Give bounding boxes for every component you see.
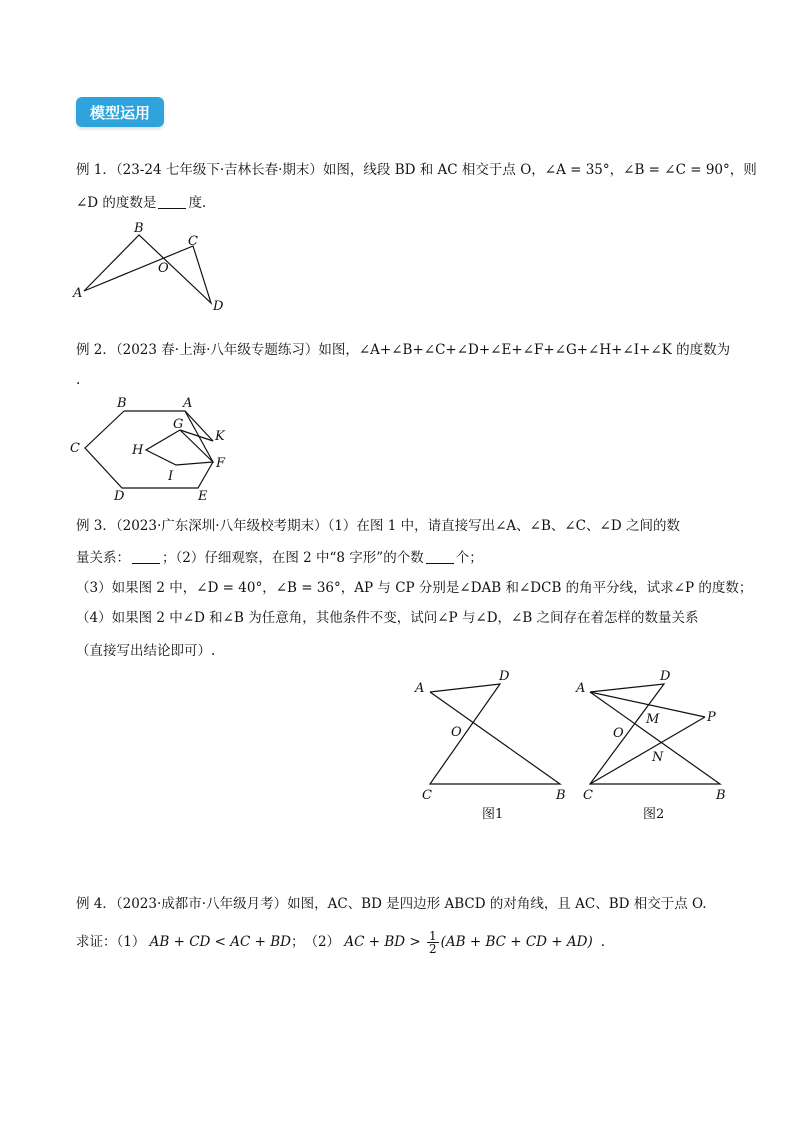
fig1-label-o: O: [451, 725, 462, 740]
ex2-label-a: A: [183, 396, 193, 411]
ex4-fraction: [427, 930, 439, 955]
fig1-label-a: A: [415, 681, 425, 696]
ex3-line2-mid: ；（2）仔细观察，在图 2 中“8 字形”的个数: [162, 550, 424, 566]
ex2-label-g: G: [173, 417, 184, 432]
fig2-label-o: O: [613, 726, 624, 741]
ex4-frac-den: 2: [428, 942, 437, 956]
fig1-label-d: D: [499, 669, 510, 684]
ex3-line2-pre: 量关系：: [76, 550, 130, 566]
ex3-line2-post: 个；: [455, 550, 483, 566]
ex2-label-i: I: [168, 469, 174, 484]
fig1-label-c: C: [422, 788, 432, 803]
ex4-part2-pre: AC + BD >: [344, 934, 421, 950]
ex1-label-a: A: [73, 286, 83, 301]
fig2-label-p: P: [707, 710, 716, 725]
ex1-line1: 例 1．（23-24 七年级下·吉林长春·期末）如图，线段 BD 和 AC 相交于点 O，∠A = 35°，∠B = ∠C = 90°，则: [76, 162, 757, 178]
ex2-label-f: F: [216, 456, 226, 471]
section-tag: 模型运用: [76, 97, 164, 127]
ex1-label-o: O: [158, 261, 169, 276]
ex1-label-c: C: [188, 234, 198, 249]
ex3-line4: （4）如果图 2 中∠D 和∠B 为任意角，其他条件不变，试问∠P 与∠D，∠B 之间存在着怎样的数量关系: [76, 610, 699, 626]
ex3-line3: （3）如果图 2 中，∠D = 40°，∠B = 36°，AP 与 CP 分别是∠DAB 和∠DCB 的角平分线，试求∠P 的度数；: [76, 580, 753, 596]
fig2-label-a: A: [576, 681, 586, 696]
fig2-label-c: C: [583, 788, 593, 803]
ex2-label-b: B: [117, 396, 127, 411]
ex3-line1: 例 3．（2023·广东深圳·八年级校考期末）（1）在图 1 中，请直接写出∠A、∠B、∠C、∠D 之间的数: [76, 518, 680, 534]
ex4-proof-label: 求证：（1）: [76, 934, 146, 950]
fig2-line-cp: [590, 717, 705, 784]
ex4-sep: ； （2）: [290, 934, 341, 950]
ex2-label-e: E: [198, 489, 208, 504]
fig2-caption: 图2: [643, 807, 665, 822]
ex2-line2: .: [76, 372, 81, 388]
ex4-frac-num: 1: [428, 929, 437, 943]
ex1-label-b: B: [134, 221, 144, 236]
ex4-part1: AB + CD < AC + BD: [149, 934, 291, 950]
ex1-line2-post: 度.: [188, 195, 207, 211]
ex1-line2-pre: ∠D 的度数是: [76, 195, 157, 211]
fig2-label-b: B: [716, 788, 726, 803]
ex2-label-d: D: [114, 489, 125, 504]
ex4-line2: [76, 930, 605, 955]
ex2-label-c: C: [70, 441, 80, 456]
ex4-part2-post: (AB + BC + CD + AD): [440, 934, 593, 950]
ex4-end: .: [600, 934, 606, 950]
fig1-label-b: B: [556, 788, 566, 803]
fig2-label-d: D: [660, 669, 671, 684]
ex1-label-d: D: [213, 299, 224, 314]
fig2-label-m: M: [646, 712, 660, 727]
ex2-line1: 例 2．（2023 春·上海·八年级专题练习）如图，∠A+∠B+∠C+∠D+∠E+∠F+∠G+∠H+∠I+∠K 的度数为: [76, 342, 731, 358]
ex4-line1: 例 4．（2023·成都市·八年级月考）如图，AC、BD 是四边形 ABCD 的对角线，且 AC、BD 相交于点 O.: [76, 896, 707, 912]
fig2-label-n: N: [652, 750, 664, 765]
ex2-label-k: K: [215, 429, 225, 444]
fig2-shape: [590, 684, 720, 784]
ex2-label-h: H: [132, 443, 144, 458]
ex3-line5: （直接写出结论即可）.: [76, 643, 216, 659]
fig1-caption: 图1: [482, 807, 504, 822]
